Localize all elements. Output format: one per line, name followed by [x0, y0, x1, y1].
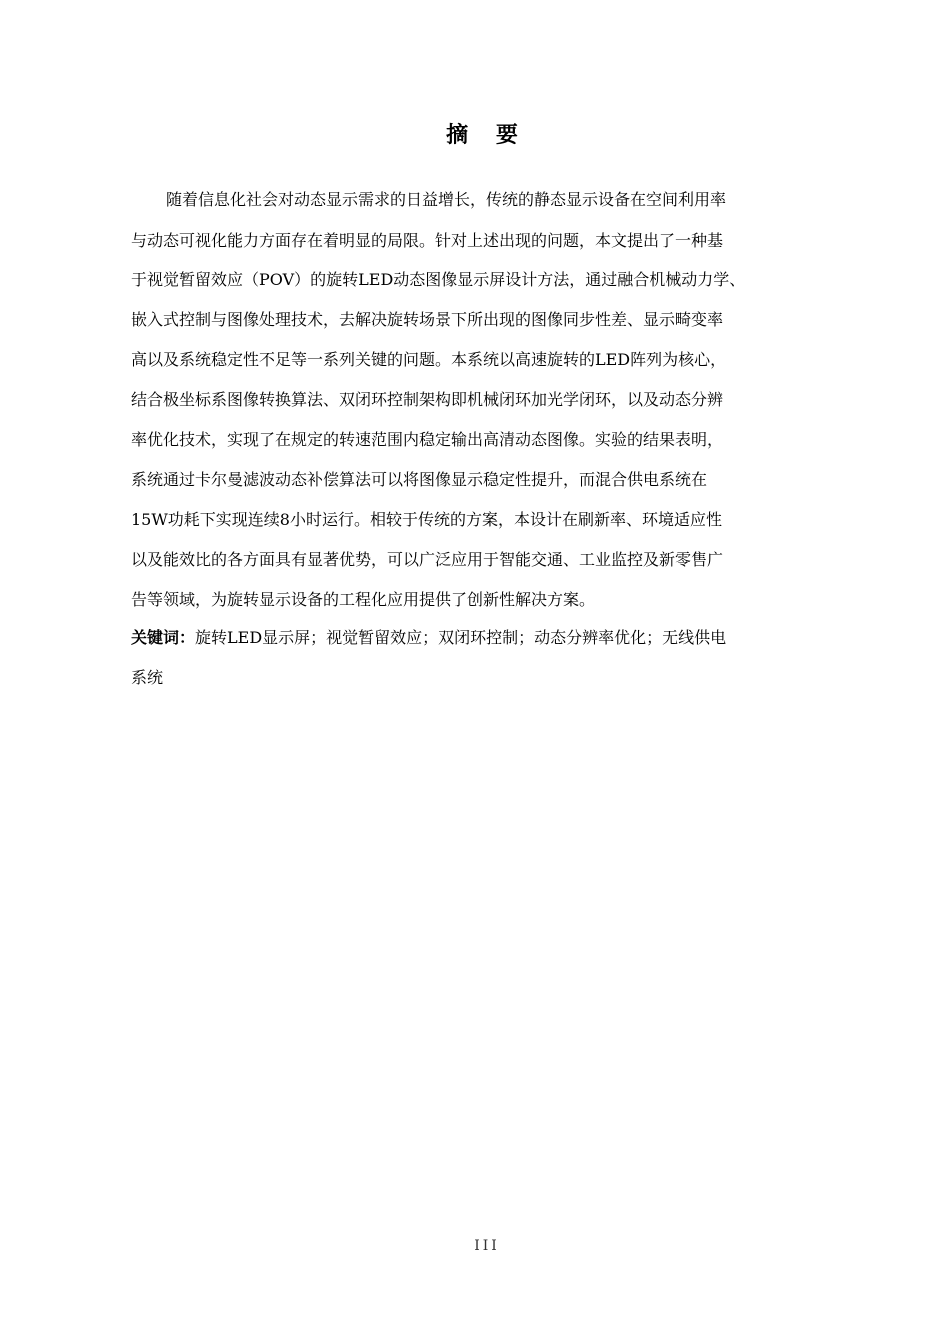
abstract-line: 告等领域，为旋转显示设备的工程化应用提供了创新性解决方案。: [131, 590, 596, 609]
abstract-line: 系统通过卡尔曼滤波动态补偿算法可以将图像显示稳定性提升，而混合供电系统在: [131, 470, 708, 489]
page-number: III: [474, 1238, 500, 1254]
abstract-line: 嵌入式控制与图像处理技术，去解决旋转场景下所出现的图像同步性差、显示畸变率: [131, 310, 724, 329]
abstract-title: 摘 要: [446, 123, 528, 148]
abstract-line: 与动态可视化能力方面存在着明显的局限。针对上述出现的问题，本文提出了一种基: [131, 231, 724, 250]
keywords-line: [131, 628, 726, 648]
abstract-line: 随着信息化社会对动态显示需求的日益增长，传统的静态显示设备在空间利用率: [166, 190, 727, 209]
keywords-text: 旋转LED显示屏；视觉暂留效应；双闭环控制；动态分辨率优化；无线供电: [195, 628, 727, 647]
abstract-line: 15W功耗下实现连续8小时运行。相较于传统的方案，本设计在刷新率、环境适应性: [131, 510, 722, 529]
abstract-line: 结合极坐标系图像转换算法、双闭环控制架构即机械闭环加光学闭环，以及动态分辨: [131, 390, 724, 409]
keywords-line-continued: 系统: [131, 668, 164, 687]
abstract-line: 率优化技术，实现了在规定的转速范围内稳定输出高清动态图像。实验的结果表明，: [131, 430, 724, 449]
abstract-line: 于视觉暂留效应（POV）的旋转LED动态图像显示屏设计方法，通过融合机械动力学、: [131, 270, 746, 289]
keywords-label: 关键词：: [131, 628, 196, 647]
abstract-line: 以及能效比的各方面具有显著优势，可以广泛应用于智能交通、工业监控及新零售广: [131, 550, 724, 569]
abstract-line: 高以及系统稳定性不足等一系列关键的问题。本系统以高速旋转的LED阵列为核心，: [131, 350, 727, 369]
